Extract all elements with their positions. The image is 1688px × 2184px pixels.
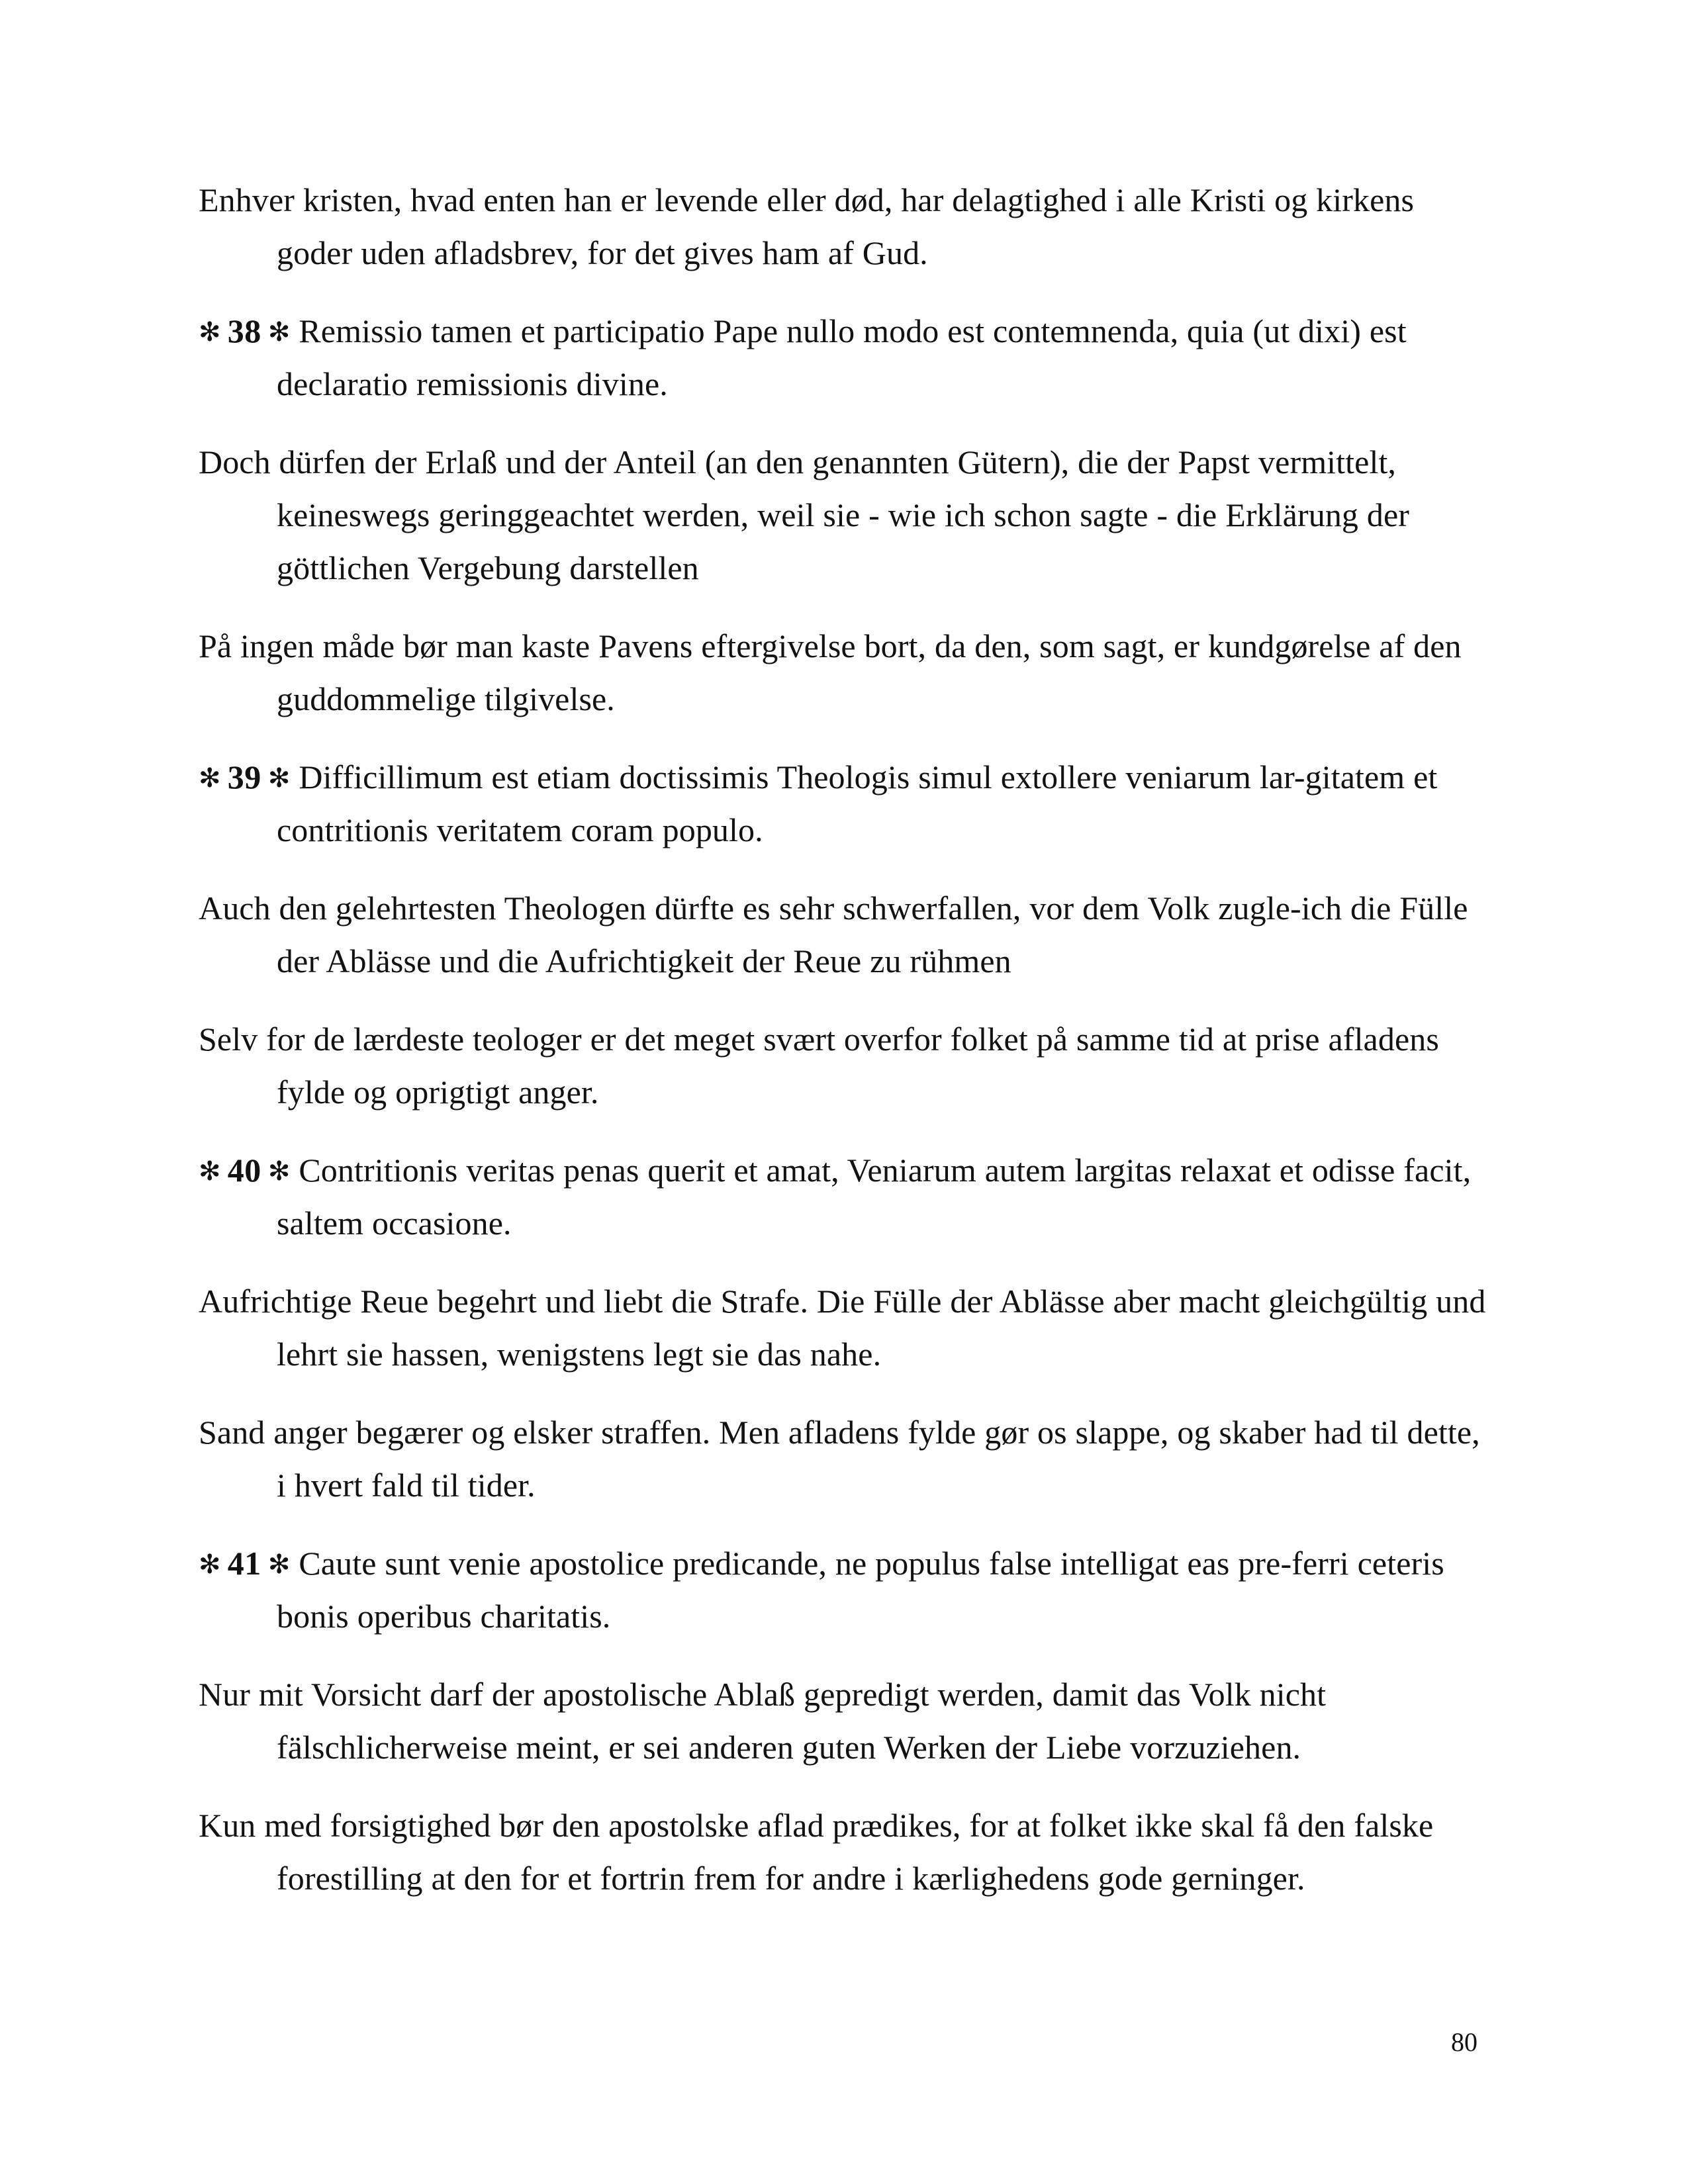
thesis-paragraph — [199, 304, 1486, 410]
asterisk-flower-icon: ✻ — [199, 317, 221, 348]
thesis-paragraph — [199, 751, 1486, 856]
asterisk-flower-icon: ✻ — [267, 317, 291, 348]
asterisk-flower-icon: ✻ — [199, 1549, 221, 1580]
thesis-text: Caute sunt venie apostolice predicande, ne populus false intelligat eas pre-ferri ceteris bonis operibus charitatis. — [277, 1545, 1444, 1635]
thesis-text: Contritionis veritas penas querit et amat, Veniarum autem largitas relaxat et odisse facit, saltem occasione. — [277, 1152, 1472, 1242]
translation-paragraph: Aufrichtige Reue begehrt und liebt die Strafe. Die Fülle der Ablässe aber macht gleichgültig und lehrt sie hassen, wenigstens legt sie das nahe. — [199, 1283, 1486, 1373]
thesis-number: 38 — [227, 312, 261, 349]
translation-paragraph: Doch dürfen der Erlaß und der Anteil (an den genannten Gütern), die der Papst vermittelt, keineswegs geringgeachtet werden, weil sie - wie ich schon sagte - die Erklärung der göttlichen Vergebung darstellen — [199, 443, 1410, 586]
translation-paragraph: Sand anger begærer og elsker straffen. Men afladens fylde gør os slappe, og skaber had til dette, i hvert fald til tider. — [199, 1414, 1480, 1504]
asterisk-flower-icon: ✻ — [267, 1156, 291, 1187]
translation-paragraph: På ingen måde bør man kaste Pavens eftergivelse bort, da den, som sagt, er kundgørelse af den guddommelige tilgivelse. — [199, 627, 1462, 717]
translation-paragraph: Nur mit Vorsicht darf der apostolische Ablaß gepredigt werden, damit das Volk nicht fälschlicherweise meint, er sei anderen guten Werken der Liebe vorzuziehen. — [199, 1676, 1327, 1766]
thesis-paragraph — [199, 1144, 1486, 1250]
thesis-text: Difficillimum est etiam doctissimis Theologis simul extollere veniarum lar-gitatem et contritionis veritatem coram populo. — [277, 758, 1438, 848]
thesis-number: 40 — [227, 1152, 261, 1189]
asterisk-flower-icon: ✻ — [267, 763, 291, 794]
thesis-marker — [199, 1545, 291, 1582]
thesis-marker — [199, 312, 291, 349]
asterisk-flower-icon: ✻ — [267, 1549, 291, 1580]
asterisk-flower-icon: ✻ — [199, 763, 221, 794]
thesis-number: 41 — [227, 1545, 261, 1582]
thesis-text: Remissio tamen et participatio Pape nullo modo est contemnenda, quia (ut dixi) est declaratio remissionis divine. — [277, 312, 1407, 402]
thesis-marker — [199, 1152, 291, 1189]
body-text-column — [199, 173, 1486, 1905]
translation-paragraph: Enhver kristen, hvad enten han er levende eller død, har delagtighed i alle Kristi og kirkens goder uden afladsbrev, for det gives ham af Gud. — [199, 181, 1415, 271]
translation-paragraph: Auch den gelehrtesten Theologen dürfte es sehr schwerfallen, vor dem Volk zugle-ich die Fülle der Ablässe und die Aufrichtigkeit der Reue zu rühmen — [199, 889, 1468, 979]
thesis-marker — [199, 758, 291, 796]
thesis-paragraph — [199, 1537, 1486, 1643]
translation-paragraph: Selv for de lærdeste teologer er det meget svært overfor folket på samme tid at prise afladens fylde og oprigtigt anger. — [199, 1021, 1439, 1111]
translation-paragraph: Kun med forsigtighed bør den apostolske aflad prædikes, for at folket ikke skal få den falske forestilling at den for et fortrin frem for andre i kærlighedens gode gerninger. — [199, 1807, 1434, 1897]
page-number: 80 — [1451, 2027, 1477, 2057]
thesis-number: 39 — [227, 758, 261, 796]
asterisk-flower-icon: ✻ — [199, 1156, 221, 1187]
